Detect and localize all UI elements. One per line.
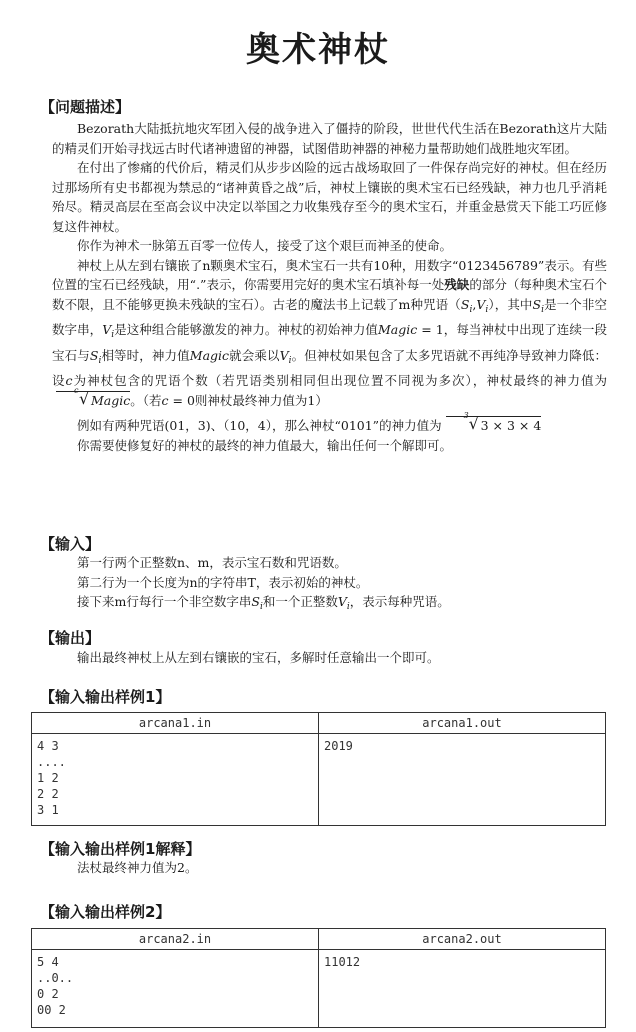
output-line-1: 输出最终神杖上从左到右镶嵌的宝石，多解时任意输出一个即可。 [77, 650, 440, 665]
problem-paragraph-4: 神杖上从左到右镶嵌了n颗奥术宝石，奥术宝石一共有10种，用数字“0123456789”表示。有些位置的宝石已经残缺，用“.”表示，你需要用完好的奥术宝石填补每一处残缺的部分（每种奥术宝石个数不限，且不能够更换未残缺的宝石）。古老的魔法书上记载了m种咒语$(S_i,V_i)$，其中$S_i$是一个非空数字串，$V_i$是这种组合能够激发的神力。神杖的初始神力值Magic = 1，每当神杖中出现了连续一段宝石与$S_i$相等时，神力值Magic就会乘以$V_i$。但神杖如果包含了太多咒语就不再纯净导致神力降低：设c为神杖包含的咒语个数（若咒语类别相同但出现位置不同视为多次），神杖最终的神力值为 c √ Magic。（若c = 0则神杖最终神力值为1） [52, 257, 607, 408]
sample1-table [31, 712, 606, 826]
sample1-out-header: arcana1.out [319, 713, 606, 734]
sample2-table [31, 928, 606, 1028]
section-sample2-heading: 【输入输出样例2】 [40, 903, 171, 921]
sample1-explanation [52, 858, 607, 878]
input-line-3: 接下来m行每行一个非空数字串$S_i$和一个正整数$V_i$，表示每种咒语。 [77, 594, 450, 612]
sample2-in-header: arcana2.in [32, 929, 319, 950]
sample1-out-body: 2019 [319, 734, 606, 826]
input-line-2: 第二行为一个长度为n的字符串T，表示初始的神杖。 [77, 574, 369, 590]
sample1-in-header: arcana1.in [32, 713, 319, 734]
problem-paragraph-1: Bezorath大陆抵抗地灾军团入侵的战争进入了僵持的阶段，世世代代生活在Bezorath这片大陆的精灵们开始寻找远古时代诸神遗留的神器，试图借助神器的神秘力量帮助她们战胜地灾军团。 [52, 121, 607, 156]
problem-paragraph-5: 例如有两种咒语(01，3)、（10，4），那么神杖“0101”的神力值为 3 √ 3 × 3 × 4 [77, 411, 542, 433]
problem-description [52, 119, 607, 455]
sample2-out-body: 11012 [319, 950, 606, 1028]
section-sample1-heading: 【输入输出样例1】 [40, 688, 171, 706]
c-root-magic: c √ Magic [56, 391, 130, 409]
section-problem-heading: 【问题描述】 [40, 98, 131, 116]
section-output-heading: 【输出】 [40, 629, 101, 647]
input-line-1: 第一行两个正整数n、m，表示宝石数和咒语数。 [77, 555, 347, 570]
sample2-in-body: 5 4 ..0.. 0 2 00 2 [32, 950, 319, 1028]
example-root: 3 √ 3 × 3 × 4 [446, 416, 542, 434]
sample2-out-header: arcana2.out [319, 929, 606, 950]
output-description [52, 648, 607, 668]
problem-paragraph-3: 你作为神术一脉第五百零一位传人，接受了这个艰巨而神圣的使命。 [77, 238, 453, 253]
section-input-heading: 【输入】 [40, 535, 101, 553]
input-description [52, 553, 607, 618]
page-title: 奥术神杖 [246, 30, 390, 70]
sample1-in-body: 4 3 .... 1 2 2 2 3 1 [32, 734, 319, 826]
problem-paragraph-6: 你需要使修复好的神杖的最终的神力值最大，输出任何一个解即可。 [77, 437, 453, 453]
section-sample1-expl-heading: 【输入输出样例1解释】 [40, 840, 201, 858]
sample1-expl-line: 法杖最终神力值为2。 [77, 860, 198, 875]
problem-paragraph-2: 在付出了惨痛的代价后，精灵们从步步凶险的远古战场取回了一件保存尚完好的神杖。但在经历过那场所有史书都视为禁忌的“诸神黄昏之战”后，神杖上镶嵌的奥术宝石已经残缺，神力也几乎消耗殆尽。精灵高层在至高会议中决定以举国之力收集残存至今的奥术宝石，并重金悬赏天下能工巧匠修复这件神杖。 [52, 160, 607, 234]
